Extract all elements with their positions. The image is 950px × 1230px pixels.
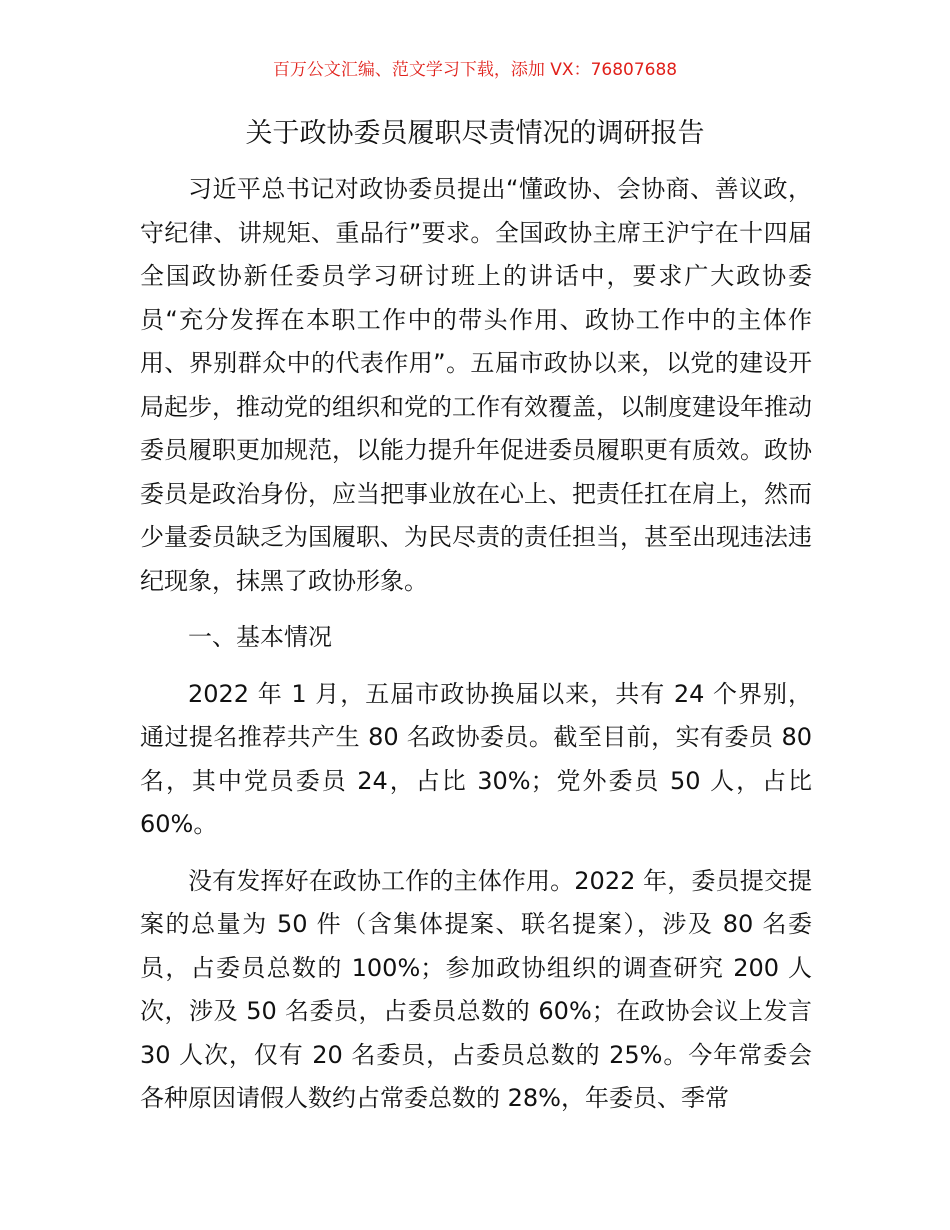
document-body (140, 168, 812, 1121)
download-promo-header: 百万公文汇编、范文学习下载，添加 VX：76807688 (272, 60, 678, 80)
intro-paragraph: 习近平总书记对政协委员提出“懂政协、会协商、善议政，守纪律、讲规矩、重品行”要求。全国政协主席王沪宁在十四届全国政协新任委员学习研讨班上的讲话中，要求广大政协委员“充分发挥在本职工作中的带头作用、政协工作中的主体作用、界别群众中的代表作用”。五届市政协以来，以党的建设开局起步，推动党的组织和党的工作有效覆盖，以制度建设年推动委员履职更加规范，以能力提升年促进委员履职更有质效。政协委员是政治身份，应当把事业放在心上、把责任扛在肩上，然而少量委员缺乏为国履职、为民尽责的责任担当，甚至出现违法违纪现象，抹黑了政协形象。 (140, 175, 812, 595)
page-title: 关于政协委员履职尽责情况的调研报告 (245, 118, 705, 149)
section-heading-basic-info: 一、基本情况 (188, 623, 332, 651)
basic-info-paragraph: 2022 年 1 月，五届市政协换届以来，共有 24 个界别，通过提名推荐共产生 80 名政协委员。截至目前，实有委员 80 名，其中党员委员 24，占比 30%；党外委员 50 人，占比 60%。 (140, 679, 812, 838)
main-role-paragraph: 没有发挥好在政协工作的主体作用。2022 年，委员提交提案的总量为 50 件（含集体提案、联名提案），涉及 80 名委员，占委员总数的 100%；参加政协组织的调查研究 200 人次，涉及 50 名委员，占委员总数的 60%；在政协会议上发言 30 人次，仅有 20 名委员，占委员总数的 25%。今年常委会各种原因请假人数约占常委总数的 28%，年委员、季常 (140, 866, 812, 1112)
